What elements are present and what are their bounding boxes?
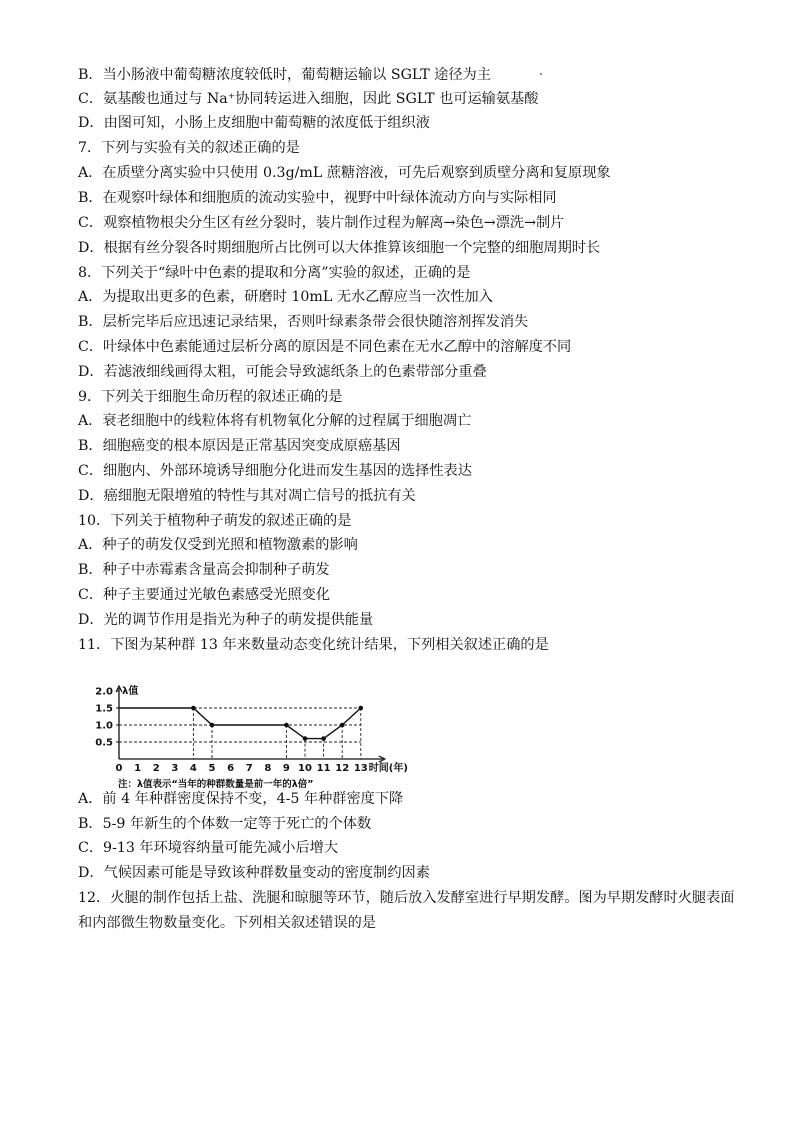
lines-0: B．当小肠液中葡萄糖浓度较低时，葡萄糖运输以 SGLT 途径为主 [78,67,491,83]
x-tick-label-5: 5 [208,763,216,774]
lines-16: C．细胞内、外部环境诱导细胞分化进而发生基因的选择性表达 [78,463,472,479]
lines_after-1: B．5-9 年新生的个体数一定等于死亡的个体数 [78,816,372,832]
x-axis-label: 时间(年) [368,763,408,774]
data-point-6 [340,723,345,728]
x-tick-label-9: 9 [282,763,290,774]
x-tick-label-3: 3 [171,763,179,774]
data-point-2 [210,723,215,728]
lines-11: C．叶绿体中色素能通过层析分离的原因是不同色素在无水乙醇中的溶解度不同 [78,339,572,355]
x-tick-label-8: 8 [264,763,272,774]
lines-14: A．衰老细胞中的线粒体将有机物氧化分解的过程属于细胞凋亡 [78,413,472,429]
lines-1: C．氨基酸也通过与 Na⁺协同转运进入细胞，因此 SGLT 也可运输氨基酸 [78,91,539,107]
lines-22: D．光的调节作用是指光为种子的萌发提供能量 [78,612,374,628]
x-tick-label-4: 4 [189,763,197,774]
y-axis-label: λ值 [122,686,139,697]
lines-12: D．若滤液细线画得太粗，可能会导致滤纸条上的色素带部分重叠 [78,364,487,380]
y-tick-label-1: 1.5 [95,703,113,715]
x-tick-label-2: 2 [152,763,160,774]
data-point-3 [284,723,289,728]
x-tick-label-1: 1 [134,763,142,774]
lines_after-3: D．气候因素可能是导致该种群数量变动的密度制约因素 [78,865,430,881]
lines-8: 8．下列关于“绿叶中色素的提取和分离”实验的叙述，正确的是 [78,265,471,281]
lines_after-4: 12．火腿的制作包括上盐、洗腿和晾腿等环节，随后放入发酵室进行早期发酵。图为早期发酵时火腿表面 [78,890,735,906]
lines-20: B．种子中赤霉素含量高会抑制种子萌发 [78,562,330,578]
series-line [119,708,361,739]
lines-9: A．为提取出更多的色素，研磨时 10mL 无水乙醇应当一次性加入 [78,289,493,305]
lines-7: D．根据有丝分裂各时期细胞所占比例可以大体推算该细胞一个完整的细胞周期时长 [78,240,601,256]
lines-3: 7．下列与实验有关的叙述正确的是 [78,140,300,156]
x-tick-label-7: 7 [245,763,253,774]
lines_after-5: 和内部微生物数量变化。下列相关叙述错误的是 [78,915,376,931]
lines-10: B．层析完毕后应迅速记录结果，否则叶绿素条带会很快随溶剂挥发消失 [78,314,529,330]
lines-21: C．种子主要通过光敏色素感受光照变化 [78,587,331,603]
x-tick-label-6: 6 [227,763,235,774]
x-tick-label-0: 0 [115,763,123,774]
x-tick-label-11: 11 [316,763,331,774]
data-point-5 [321,736,326,741]
lines_after-0: A．前 4 年种群密度保持不变，4-5 年种群密度下降 [78,791,404,807]
lines-19: A．种子的萌发仅受到光照和植物激素的影响 [78,537,358,553]
x-tick-label-12: 12 [335,763,350,774]
lines-5: B．在观察叶绿体和细胞质的流动实验中，视野中叶绿体流动方向与实际相同 [78,190,557,206]
x-tick-label-10: 10 [298,763,312,774]
lines-17: D．癌细胞无限增殖的特性与其对凋亡信号的抵抗有关 [78,488,416,504]
lines-18: 10．下列关于植物种子萌发的叙述正确的是 [78,513,352,529]
scan-speck [540,73,542,75]
chart-note: 注：λ值表示“当年的种群数量是前一年的λ倍” [118,779,314,790]
y-tick-label-2: 1.0 [95,720,113,732]
y-tick-label-3: 0.5 [95,737,113,749]
lines-6: C．观察植物根尖分生区有丝分裂时，装片制作过程为解离→染色→漂洗→制片 [78,215,565,231]
x-tick-label-13: 13 [353,763,368,774]
y-tick-label-0: 2.0 [95,686,113,698]
lines-13: 9．下列关于细胞生命历程的叙述正确的是 [78,389,343,405]
data-point-1 [191,706,196,711]
lines_after-2: C．9-13 年环境容纳量可能先减小后增大 [78,840,339,856]
data-point-4 [303,736,308,741]
lines-4: A．在质壁分离实验中只使用 0.3g/mL 蔗糖溶液，可先后观察到质壁分离和复原现象 [78,165,611,181]
lines-2: D．由图可知，小肠上皮细胞中葡萄糖的浓度低于组织液 [78,115,430,131]
lines-15: B．细胞癌变的根本原因是正常基因突变成原癌基因 [78,438,401,454]
lines-23: 11．下图为某种群 13 年来数量动态变化统计结果，下列相关叙述正确的是 [78,637,549,653]
data-point-7 [359,706,364,711]
lambda-chart [84,684,408,792]
